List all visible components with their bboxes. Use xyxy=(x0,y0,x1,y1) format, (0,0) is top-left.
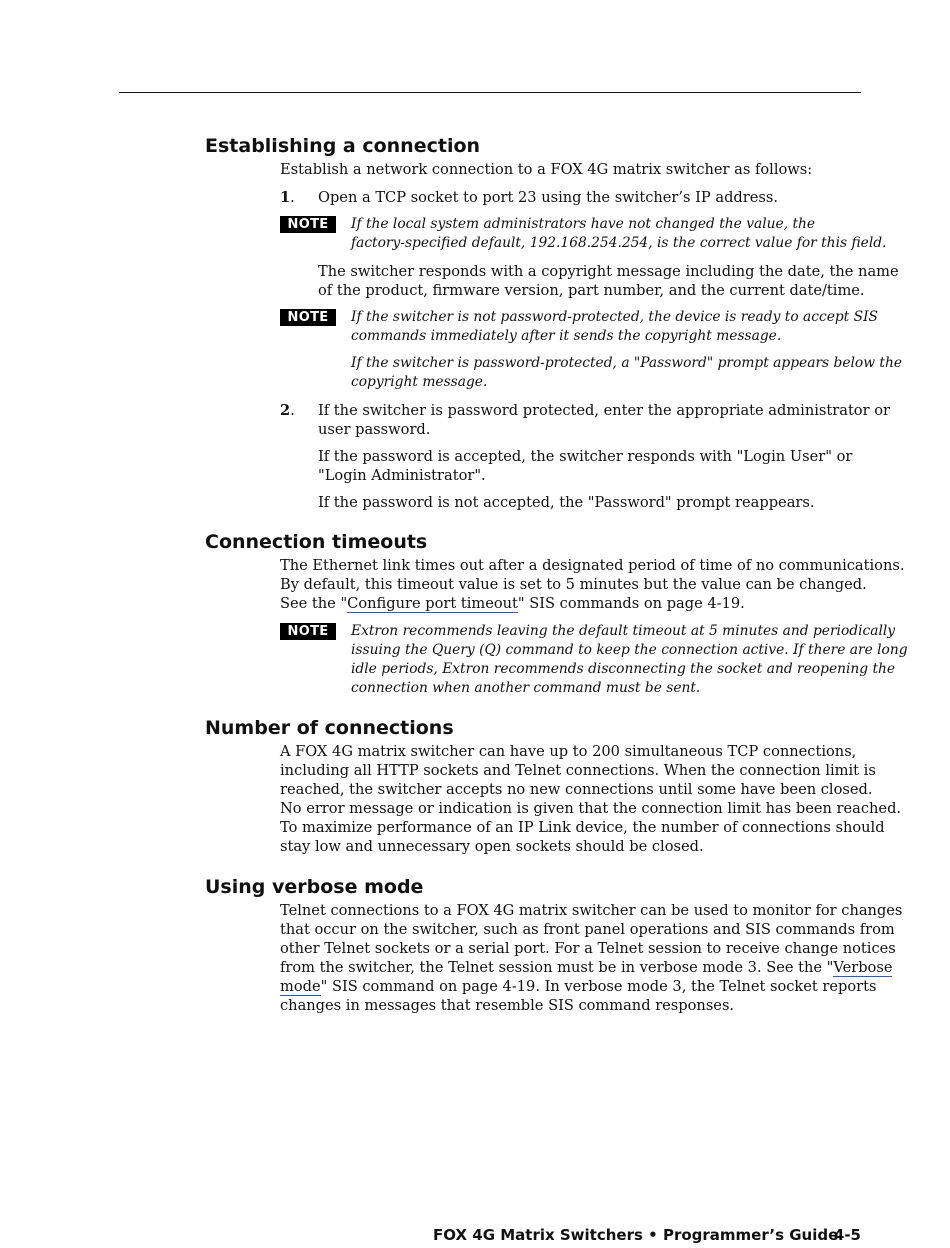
timeouts-note-line-3: idle periods, Extron recommends disconnecting the socket and reopening the xyxy=(351,661,896,677)
verbose-line-5: mode" SIS command on page 4-19. In verbose mode 3, the Telnet socket reports xyxy=(280,978,877,995)
heading-establishing-connection: Establishing a connection xyxy=(205,135,481,157)
step-1-number: 1. xyxy=(280,189,295,206)
response-line-1: The switcher responds with a copyright message including the date, the name xyxy=(318,263,899,280)
number-line-2: including all HTTP sockets and Telnet connections. When the connection limit is xyxy=(280,762,876,779)
header-rule xyxy=(119,92,861,93)
configure-port-timeout-link[interactable]: Configure port timeout xyxy=(347,595,518,612)
note-1-line-1: If the local system administrators have not changed the value, the xyxy=(351,216,816,232)
step-2-line-1: If the switcher is password protected, enter the appropriate administrator or xyxy=(318,402,890,419)
timeouts-line-2: By default, this timeout value is set to 5 minutes but the value can be changed. xyxy=(280,576,867,593)
heading-number-of-connections: Number of connections xyxy=(205,717,454,739)
number-line-4: No error message or indication is given that the connection limit has been reached. xyxy=(280,800,902,817)
timeouts-note-line-2: issuing the Query (Q) command to keep the connection active. If there are long xyxy=(351,642,908,658)
verbose-line-2: that occur on the switcher, such as front panel operations and SIS commands from xyxy=(280,921,895,938)
number-line-5: To maximize performance of an IP Link device, the number of connections should xyxy=(280,819,885,836)
verbose-line-4: from the switcher, the Telnet session must be in verbose mode 3. See the "Verbose xyxy=(280,959,893,976)
note-2-line-1: If the switcher is not password-protected, the device is ready to accept SIS xyxy=(351,309,878,325)
note-1-line-2: factory-specified default, 192.168.254.254, is the correct value for this field. xyxy=(351,235,887,251)
heading-using-verbose-mode: Using verbose mode xyxy=(205,876,424,898)
step-1-text: Open a TCP socket to port 23 using the switcher’s IP address. xyxy=(318,189,778,206)
heading-connection-timeouts: Connection timeouts xyxy=(205,531,428,553)
page-number: 4-5 xyxy=(833,1226,861,1244)
timeouts-note-line-4: connection when another command must be sent. xyxy=(351,680,701,696)
not-accepted-line: If the password is not accepted, the "Password" prompt reappears. xyxy=(318,494,815,511)
note-badge: NOTE xyxy=(280,216,336,233)
note-badge: NOTE xyxy=(280,623,336,640)
verbose-line-1: Telnet connections to a FOX 4G matrix switcher can be used to monitor for changes xyxy=(280,902,903,919)
number-line-1: A FOX 4G matrix switcher can have up to 200 simultaneous TCP connections, xyxy=(280,743,857,760)
timeouts-note-line-1: Extron recommends leaving the default timeout at 5 minutes and periodically xyxy=(351,623,896,639)
timeouts-line-1: The Ethernet link times out after a designated period of time of no communications. xyxy=(280,557,905,574)
step-2-number: 2. xyxy=(280,402,295,419)
verbose-mode-link[interactable]: mode xyxy=(280,978,321,995)
number-line-6: stay low and unnecessary open sockets should be closed. xyxy=(280,838,704,855)
response-line-2: of the product, firmware version, part number, and the current date/time. xyxy=(318,282,865,299)
note-3-line-2: copyright message. xyxy=(351,374,488,390)
verbose-line-6: changes in messages that resemble SIS command responses. xyxy=(280,997,735,1014)
step-2-line-2: user password. xyxy=(318,421,431,438)
verbose-mode-link[interactable]: Verbose xyxy=(833,959,893,976)
timeouts-line-3: See the "Configure port timeout" SIS commands on page 4-19. xyxy=(280,595,745,612)
note-3-line-1: If the switcher is password-protected, a "Password" prompt appears below the xyxy=(351,355,903,371)
footer-title: FOX 4G Matrix Switchers • Programmer’s Guide xyxy=(433,1226,839,1244)
accepted-line-1: If the password is accepted, the switcher responds with "Login User" or xyxy=(318,448,853,465)
accepted-line-2: "Login Administrator". xyxy=(318,467,486,484)
number-line-3: reached, the switcher accepts no new connections until some have been closed. xyxy=(280,781,873,798)
establishing-intro: Establish a network connection to a FOX 4G matrix switcher as follows: xyxy=(280,161,813,178)
verbose-line-3: other Telnet sockets or a serial port. For a Telnet session to receive change notices xyxy=(280,940,896,957)
note-2-line-2: commands immediately after it sends the copyright message. xyxy=(351,328,782,344)
note-badge: NOTE xyxy=(280,309,336,326)
page-footer xyxy=(433,1225,861,1245)
